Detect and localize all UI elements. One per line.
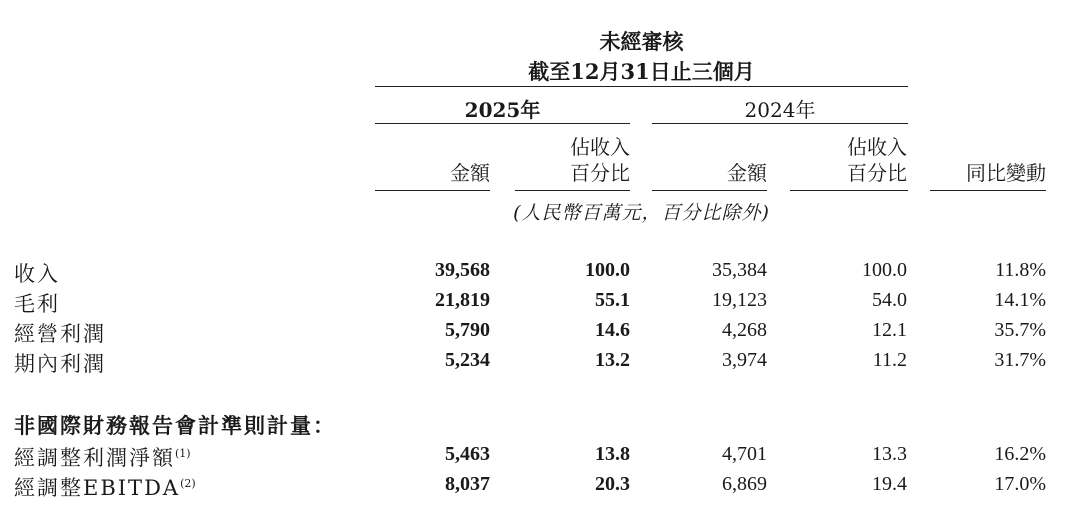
row-label: 毛利 xyxy=(14,292,60,316)
amount-2024: 19,123 xyxy=(712,289,767,311)
col-rule-2 xyxy=(515,190,630,191)
pct-2024: 100.0 xyxy=(862,259,907,281)
yoy-change: 14.1% xyxy=(994,289,1046,311)
row-label-text: 經調整利潤淨額 xyxy=(14,446,175,470)
non-ifrs-section-title: 非國際財務報告會計準則計量： xyxy=(14,413,336,438)
year-2024-label: 2024年 xyxy=(744,98,816,122)
col-pct-2024-line1: 佔收入 xyxy=(847,135,907,159)
amount-2025: 39,568 xyxy=(435,259,490,281)
pct-2025: 14.6 xyxy=(595,319,630,341)
amount-2024: 4,701 xyxy=(722,443,767,465)
amount-2024: 35,384 xyxy=(712,259,767,281)
yoy-change: 11.8% xyxy=(995,259,1046,281)
amount-2024: 3,974 xyxy=(722,349,767,371)
pct-2024: 11.2 xyxy=(872,349,907,371)
amount-2024: 6,869 xyxy=(722,473,767,495)
amount-2025: 5,790 xyxy=(445,319,490,341)
pct-2025: 55.1 xyxy=(595,289,630,311)
row-label: 期內利潤 xyxy=(14,352,106,376)
footnote-marker: (2) xyxy=(180,477,196,490)
amount-2025: 8,037 xyxy=(445,473,490,495)
col-amount-2025: 金額 xyxy=(450,161,490,185)
row-label xyxy=(14,442,191,472)
col-pct-2025-line1: 佔收入 xyxy=(570,135,630,159)
pct-2024: 19.4 xyxy=(872,473,907,495)
col-yoy: 同比變動 xyxy=(966,161,1046,185)
pct-2025: 20.3 xyxy=(595,473,630,495)
year-2025-rule xyxy=(375,123,630,124)
row-label: 收入 xyxy=(14,262,60,286)
col-pct-2025-line2: 百分比 xyxy=(570,161,630,185)
amount-2025: 5,463 xyxy=(445,443,490,465)
footnote-marker: (1) xyxy=(175,447,191,460)
row-label xyxy=(14,472,196,502)
col-rule-5 xyxy=(930,190,1046,191)
col-rule-4 xyxy=(790,190,908,191)
row-label-text: 經調整EBITDA xyxy=(14,476,181,500)
year-2025-label: 2025年 xyxy=(464,98,541,122)
pct-2025: 13.2 xyxy=(595,349,630,371)
amount-2024: 4,268 xyxy=(722,319,767,341)
pct-2024: 54.0 xyxy=(872,289,907,311)
yoy-change: 31.7% xyxy=(994,349,1046,371)
yoy-change: 17.0% xyxy=(994,473,1046,495)
unit-note: (人民幣百萬元，百分比除外) xyxy=(513,202,770,224)
amount-2025: 5,234 xyxy=(445,349,490,371)
yoy-change: 16.2% xyxy=(994,443,1046,465)
pct-2024: 13.3 xyxy=(872,443,907,465)
amount-2025: 21,819 xyxy=(435,289,490,311)
header-title-line2: 截至12月31日止三個月 xyxy=(528,59,755,84)
pct-2024: 12.1 xyxy=(872,319,907,341)
yoy-change: 35.7% xyxy=(994,319,1046,341)
header-rule-top xyxy=(375,86,908,87)
header-title-line1: 未經審核 xyxy=(599,29,684,54)
col-rule-1 xyxy=(375,190,490,191)
col-amount-2024: 金額 xyxy=(727,161,767,185)
year-2024-rule xyxy=(652,123,908,124)
pct-2025: 100.0 xyxy=(585,259,630,281)
pct-2025: 13.8 xyxy=(595,443,630,465)
row-label: 經營利潤 xyxy=(14,322,106,346)
col-pct-2024-line2: 百分比 xyxy=(847,161,907,185)
col-rule-3 xyxy=(652,190,767,191)
